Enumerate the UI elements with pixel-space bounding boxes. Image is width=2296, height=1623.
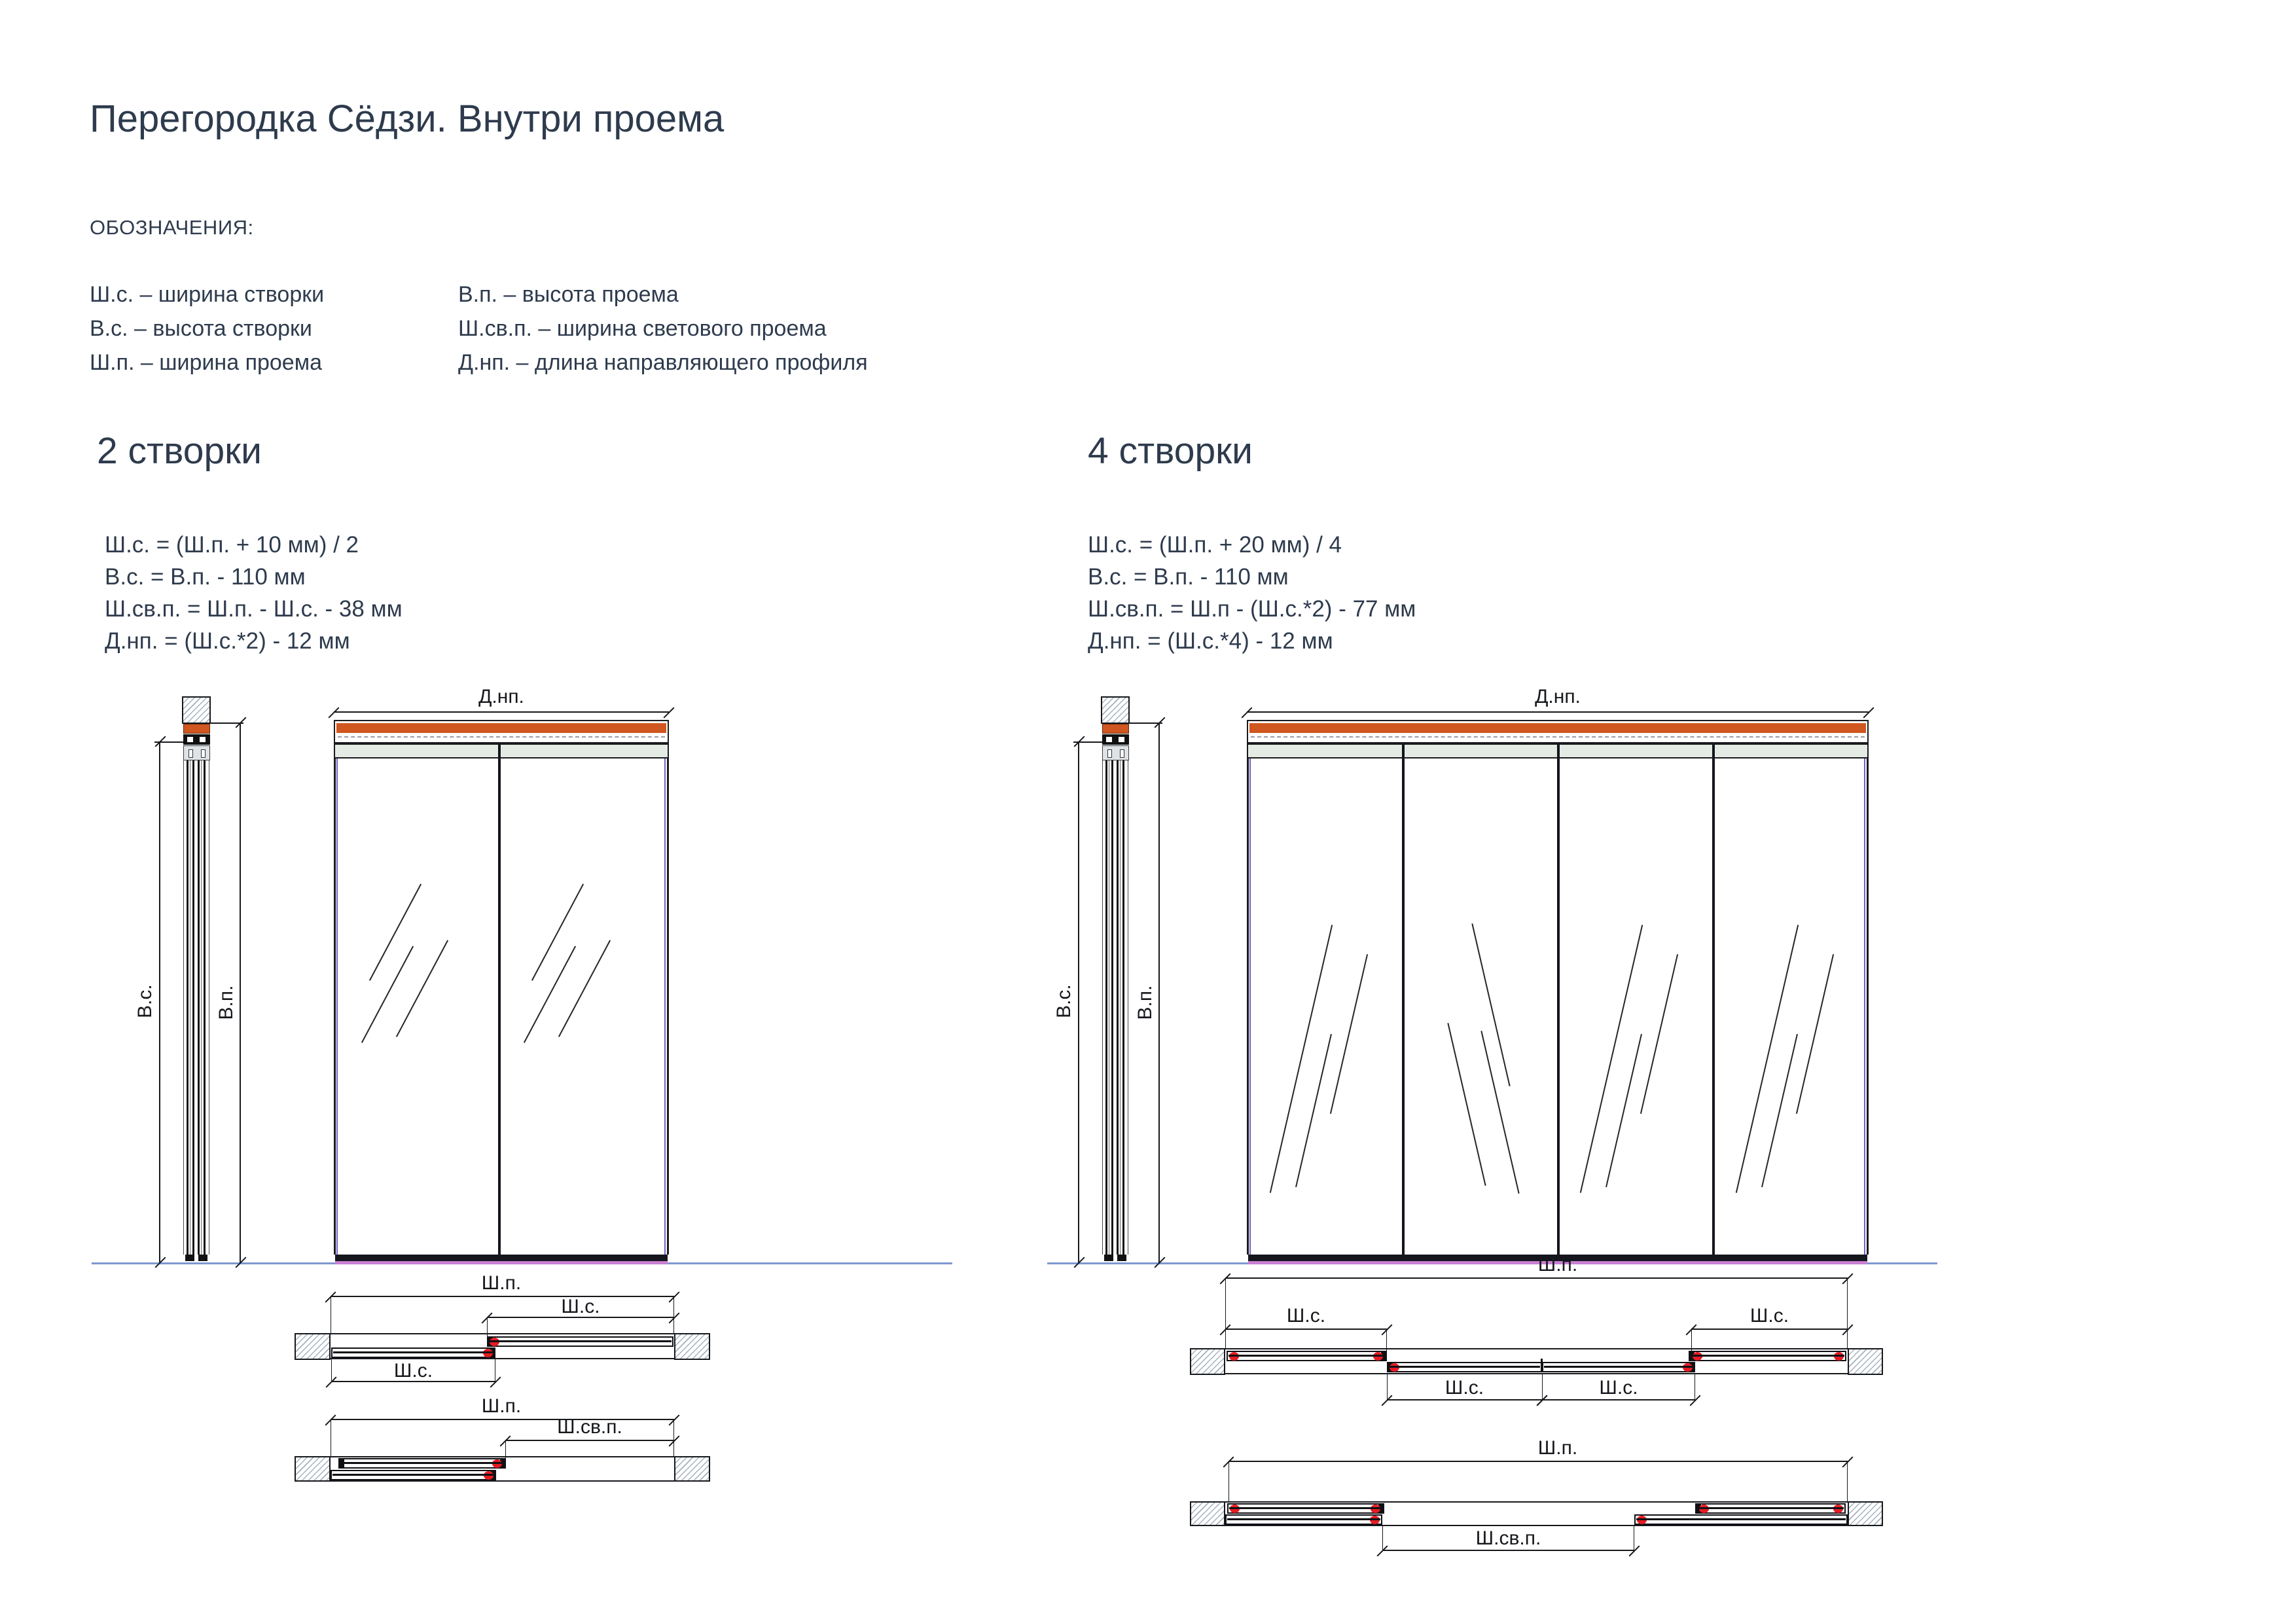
top-track-box [334, 720, 669, 743]
dim-leaf-height [1078, 741, 1079, 1262]
formula-line: Ш.св.п. = Ш.п. - Ш.с. - 38 мм [105, 596, 403, 622]
leaf-marker-red [1683, 1363, 1693, 1372]
leaf-plan-front [331, 1470, 496, 1480]
dim-opening-height [240, 722, 241, 1262]
dim-opening-width [1225, 1277, 1848, 1279]
legend-column-2 [458, 277, 868, 380]
wall-hatch-block [1848, 1348, 1883, 1375]
opening-jamb-line [331, 1358, 674, 1359]
panel-frame-right [667, 758, 669, 1255]
panel-bottom-cap [1104, 1255, 1113, 1261]
dim-label-leaf-width: Ш.с. [1286, 1305, 1326, 1327]
dim-label-leaf-width: Ш.с. [1749, 1305, 1789, 1327]
formulas-four-leaves [1088, 529, 1416, 657]
wall-hatch-block [295, 1333, 331, 1360]
dim-label-opening-width: Ш.п. [481, 1272, 522, 1294]
bottom-rail [335, 1255, 668, 1261]
leaf-plan-front [1225, 1514, 1382, 1525]
leaf-marker-red [1373, 1352, 1383, 1361]
leaf-marker-red [1371, 1505, 1380, 1513]
dim-leaf-width [1387, 1399, 1542, 1400]
opening-jamb-line [1225, 1373, 1848, 1374]
legend-item: Ш.св.п. – ширина светового проема [458, 316, 827, 341]
glass-reflection-line [531, 883, 584, 980]
panel-frame-left [1247, 758, 1249, 1255]
bracket-slot [201, 749, 206, 758]
leaf-marker-red [1230, 1505, 1240, 1513]
panel-frame-right [1867, 758, 1869, 1255]
opening-jamb-line [331, 1333, 674, 1334]
track-profile-orange [1102, 724, 1129, 734]
leaf-end-cap [339, 1459, 344, 1468]
panel-section-line [1122, 760, 1124, 1255]
dim-label-opening-width: Ш.п. [481, 1395, 522, 1417]
dim-label-leaf-height: В.с. [1053, 984, 1075, 1018]
panel-divider [1712, 743, 1715, 1260]
panel-section-line [1102, 760, 1103, 1255]
dim-leaf-width-back [487, 1317, 674, 1318]
glass-reflection-line [1796, 954, 1834, 1114]
leaf-marker-red [1390, 1363, 1399, 1372]
dim-leaf-width-front [331, 1381, 495, 1382]
dim-leaf-height [159, 741, 160, 1262]
panel-frame-left [334, 758, 336, 1255]
panel-edge-accent [1864, 758, 1865, 1255]
panel-section-line [204, 760, 206, 1255]
wall-hatch-block [674, 1333, 710, 1360]
dim-label-opening-height: В.п. [215, 985, 237, 1020]
dim-clear-opening [1382, 1550, 1634, 1551]
extension-line [1847, 1461, 1848, 1501]
leaf-meeting-tick [1541, 1359, 1543, 1365]
panel-edge-accent [1249, 758, 1251, 1255]
panel-section-line [1117, 760, 1119, 1255]
section-heading-two-leaves: 2 створки [97, 430, 262, 472]
panel-bottom-cap [198, 1255, 207, 1261]
panel-section-line [192, 760, 194, 1255]
panel-edge-accent [664, 758, 666, 1255]
panel-divider [1557, 743, 1560, 1260]
leaf-marker-red [1834, 1352, 1844, 1361]
leaf-plan-back [1689, 1351, 1846, 1361]
legend-heading: ОБОЗНАЧЕНИЯ: [90, 216, 254, 239]
leaf-plan-back [1227, 1503, 1384, 1514]
dim-label-leaf-height: В.с. [134, 984, 156, 1018]
glass-reflection-line [1330, 954, 1368, 1114]
glass-reflection-line [1640, 954, 1678, 1114]
formula-line: Д.нп. = (Ш.с.*2) - 12 мм [105, 628, 350, 654]
leaf-top-rail-band [334, 743, 669, 758]
roller-detail [1119, 737, 1124, 742]
wall-hatch-block [1190, 1501, 1225, 1526]
panel-section-line [187, 760, 188, 1255]
roller-detail [187, 737, 193, 742]
dim-leaf-width [1542, 1399, 1695, 1400]
panel-section-line [1120, 760, 1121, 1255]
leaf-marker-red [484, 1471, 493, 1480]
dim-leaf-width [1225, 1329, 1387, 1330]
leaf-marker-red [1699, 1505, 1709, 1513]
legend-item: В.с. – высота створки [90, 316, 312, 341]
leaf-marker-red [490, 1338, 499, 1346]
bracket-slot [1120, 749, 1124, 758]
roller-assembly [183, 734, 210, 745]
extension-line [1382, 1525, 1383, 1550]
leaf-plan-front [1634, 1514, 1848, 1525]
glass-reflection-line [1270, 925, 1333, 1193]
glass-reflection-line [1736, 925, 1799, 1193]
dim-label-leaf-width: Ш.с. [1599, 1377, 1638, 1399]
bottom-guide-strip [335, 1261, 668, 1264]
dim-label-opening-width: Ш.п. [1537, 1254, 1578, 1275]
panel-divider [498, 743, 501, 1260]
glass-reflection-line [396, 940, 448, 1037]
leaf-plan-back [1695, 1503, 1846, 1514]
panel-section-line [201, 760, 202, 1255]
formulas-two-leaves [105, 529, 403, 657]
track-orange-strip [336, 723, 666, 733]
dim-label-clear-opening: Ш.св.п. [557, 1416, 622, 1438]
leaf-plan-back [487, 1336, 673, 1347]
ceiling-hatch-block [182, 696, 211, 724]
leaf-plan-front [1387, 1362, 1542, 1372]
wall-hatch-block [1190, 1348, 1225, 1375]
panel-divider [1402, 743, 1405, 1260]
panel-section-line [183, 760, 184, 1255]
legend-item: В.п. – высота проема [458, 282, 679, 307]
legend-item: Д.нп. – длина направляющего профиля [458, 350, 868, 375]
formula-line: В.с. = В.п. - 110 мм [1088, 564, 1289, 590]
wall-hatch-block [295, 1456, 331, 1482]
dim-label-leaf-width: Ш.с. [561, 1296, 600, 1317]
leaf-marker-red [483, 1349, 493, 1357]
formula-line: В.с. = В.п. - 110 мм [105, 564, 306, 590]
wall-hatch-block [674, 1456, 710, 1482]
glass-reflection-line [1447, 1023, 1486, 1186]
leaf-marker-red [1637, 1516, 1647, 1524]
ceiling-hatch-block [1101, 696, 1130, 724]
extension-line [331, 1359, 332, 1381]
opening-jamb-line [331, 1480, 674, 1482]
panel-section-line [1111, 760, 1113, 1255]
track-orange-strip [1249, 723, 1866, 733]
leaf-end-cap [1381, 1351, 1386, 1361]
dim-label-track-length: Д.нп. [478, 686, 524, 707]
glass-reflection-line [1471, 923, 1510, 1086]
dim-opening-height [1158, 722, 1160, 1262]
dim-label-track-length: Д.нп. [1535, 686, 1581, 707]
leaf-plan-back [1227, 1351, 1387, 1361]
section-heading-four-leaves: 4 створки [1088, 430, 1253, 472]
dim-label-opening-width: Ш.п. [1537, 1437, 1578, 1459]
leaf-plan-front [331, 1347, 495, 1358]
opening-jamb-line [1225, 1348, 1848, 1349]
formula-line: Ш.с. = (Ш.п. + 20 мм) / 4 [1088, 532, 1342, 558]
extension-line [1542, 1373, 1543, 1399]
bracket-slot [1107, 749, 1112, 758]
dim-clear-opening [505, 1440, 674, 1441]
dim-track-length [1247, 711, 1869, 713]
carrier-bracket [1102, 745, 1129, 760]
dim-opening-width [1229, 1461, 1848, 1462]
legend-item: Ш.с. – ширина створки [90, 282, 325, 307]
extension-line [1691, 1329, 1692, 1351]
leaf-end-cap [1378, 1504, 1384, 1513]
track-dashed-line [1251, 736, 1865, 738]
dim-label-clear-opening: Ш.св.п. [1475, 1527, 1541, 1549]
wall-hatch-block [1848, 1501, 1883, 1526]
dim-label-leaf-width: Ш.с. [393, 1360, 433, 1382]
roller-detail [1106, 737, 1112, 742]
dim-label-leaf-width: Ш.с. [1444, 1377, 1484, 1399]
roller-detail [200, 737, 206, 742]
glass-reflection-line [369, 883, 422, 980]
extension-line [1387, 1373, 1388, 1399]
legend-column-1 [90, 277, 324, 380]
opening-jamb-line [331, 1456, 674, 1457]
track-dashed-line [338, 736, 665, 738]
bracket-slot [188, 749, 193, 758]
glass-reflection-line [524, 946, 576, 1043]
opening-jamb-line [1225, 1501, 1848, 1503]
dim-track-length [334, 711, 669, 713]
leaf-marker-red [1370, 1516, 1380, 1524]
page-title: Перегородка Сёдзи. Внутри проема [90, 98, 725, 140]
dim-leaf-width [1691, 1329, 1848, 1330]
panel-section-line [198, 760, 200, 1255]
glass-reflection-line [558, 940, 611, 1037]
leaf-marker-red [1229, 1352, 1239, 1361]
glass-reflection-line [1580, 925, 1643, 1193]
leaf-plan-back [338, 1458, 506, 1469]
leaf-end-cap [500, 1459, 505, 1468]
track-profile-orange [183, 724, 210, 734]
carrier-bracket [183, 745, 210, 760]
panel-bottom-cap [1117, 1255, 1126, 1261]
opening-jamb-line [1225, 1525, 1848, 1526]
panel-bottom-cap [185, 1255, 194, 1261]
extension-line [505, 1440, 506, 1458]
legend-item: Ш.п. – ширина проема [90, 350, 322, 375]
leaf-marker-red [1833, 1505, 1843, 1513]
panel-section-line [1105, 760, 1107, 1255]
roller-assembly [1102, 734, 1129, 745]
extension-line [1386, 1329, 1387, 1351]
leaf-marker-red [492, 1459, 502, 1468]
dim-label-opening-height: В.п. [1134, 985, 1156, 1020]
leaf-plan-front [1542, 1362, 1695, 1372]
panel-edge-accent [336, 758, 338, 1255]
formula-line: Ш.с. = (Ш.п. + 10 мм) / 2 [105, 532, 359, 558]
leaf-marker-red [1693, 1352, 1702, 1361]
top-track-box [1247, 720, 1869, 743]
glass-reflection-line [1480, 1031, 1519, 1194]
formula-line: Ш.св.п. = Ш.п - (Ш.с.*2) - 77 мм [1088, 596, 1416, 622]
glass-reflection-line [361, 946, 414, 1043]
formula-line: Д.нп. = (Ш.с.*4) - 12 мм [1088, 628, 1333, 654]
